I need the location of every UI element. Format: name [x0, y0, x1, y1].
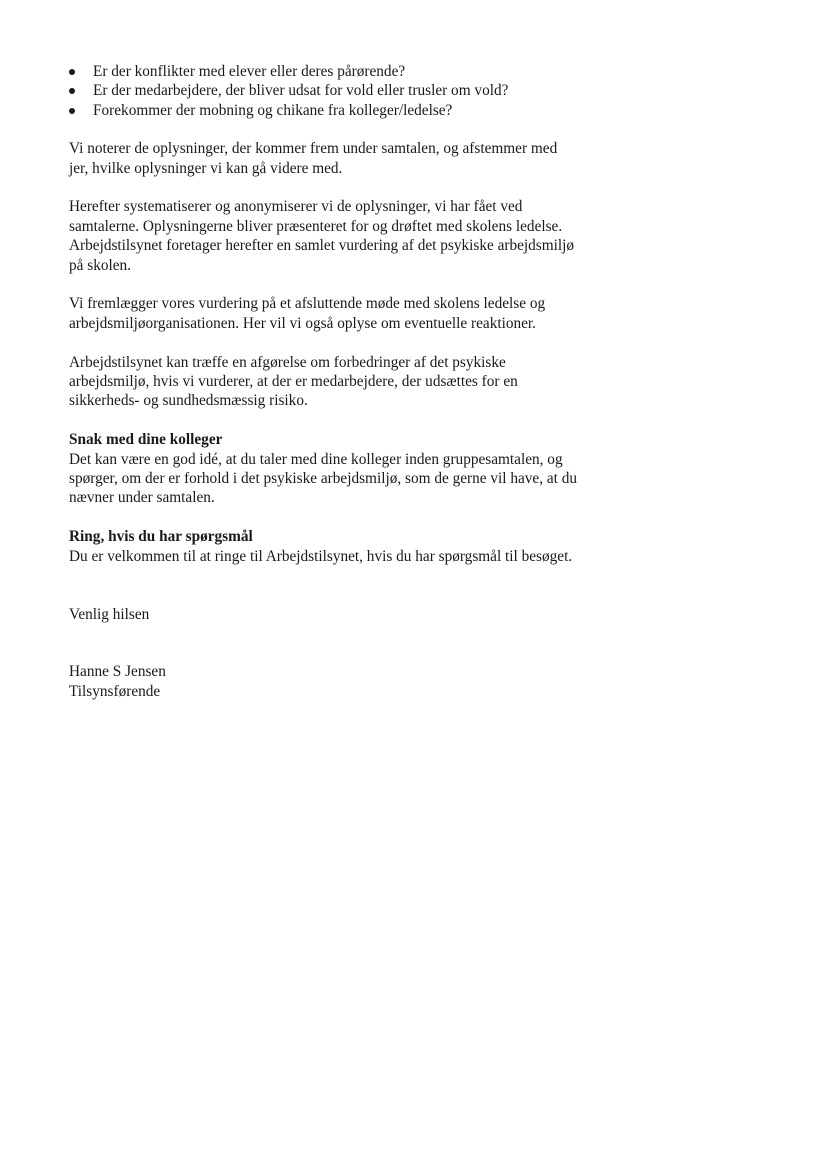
closing-greeting: Venlig hilsen [69, 606, 150, 624]
paragraph-final-meeting: Vi fremlægger vores vurdering på et afsluttende møde med skolens ledelse og arbejdsmiljøorganisationen. Her vil vi også oplyse om eventuelle reaktioner. [69, 295, 546, 332]
paragraph-systematize: Herefter systematiserer og anonymiserer vi de oplysninger, vi har fået ved samtalerne. Oplysningerne bliver præsenteret for og drøftet med skolens ledelse. Arbejdstilsynet foretager herefter en samlet vurdering af det psykiske arbejdsmiljø på skolen. [69, 198, 575, 274]
bullet-text: Forekommer der mobning og chikane fra kolleger/ledelse? [93, 101, 453, 119]
bullet-text: Er der medarbejdere, der bliver udsat for vold eller trusler om vold? [93, 82, 509, 100]
list-item [69, 62, 709, 81]
bullet-icon [69, 69, 75, 75]
section-talk-to-colleagues [69, 430, 709, 508]
section-body: Det kan være en god idé, at du taler med dine kolleger inden gruppesamtalen, og spørger, om der er forhold i det psykiske arbejdsmiljø, som de gerne vil have, at du nævner under samtalen. [69, 450, 578, 507]
section-body: Du er velkommen til at ringe til Arbejdstilsynet, hvis du har spørgsmål til besøget. [69, 547, 573, 565]
bullet-icon [69, 108, 75, 114]
signature-title: Tilsynsførende [69, 682, 161, 700]
bullet-icon [69, 88, 75, 94]
question-list [69, 62, 709, 120]
signature-name: Hanne S Jensen [69, 663, 166, 681]
list-item [69, 101, 709, 120]
signature-block [69, 662, 709, 701]
list-item [69, 81, 709, 100]
letter-page [69, 62, 709, 701]
paragraph-notes: Vi noterer de oplysninger, der kommer frem under samtalen, og afstemmer med jer, hvilke oplysninger vi kan gå videre med. [69, 140, 558, 177]
section-call-questions [69, 527, 709, 566]
section-heading: Ring, hvis du har spørgsmål [69, 528, 253, 546]
section-heading: Snak med dine kolleger [69, 431, 223, 449]
paragraph-decision: Arbejdstilsynet kan træffe en afgørelse om forbedringer af det psykiske arbejdsmiljø, hvis vi vurderer, at der er medarbejdere, der udsættes for en sikkerheds- og sundhedsmæssig risiko. [69, 353, 518, 410]
bullet-text: Er der konflikter med elever eller deres pårørende? [93, 63, 406, 80]
